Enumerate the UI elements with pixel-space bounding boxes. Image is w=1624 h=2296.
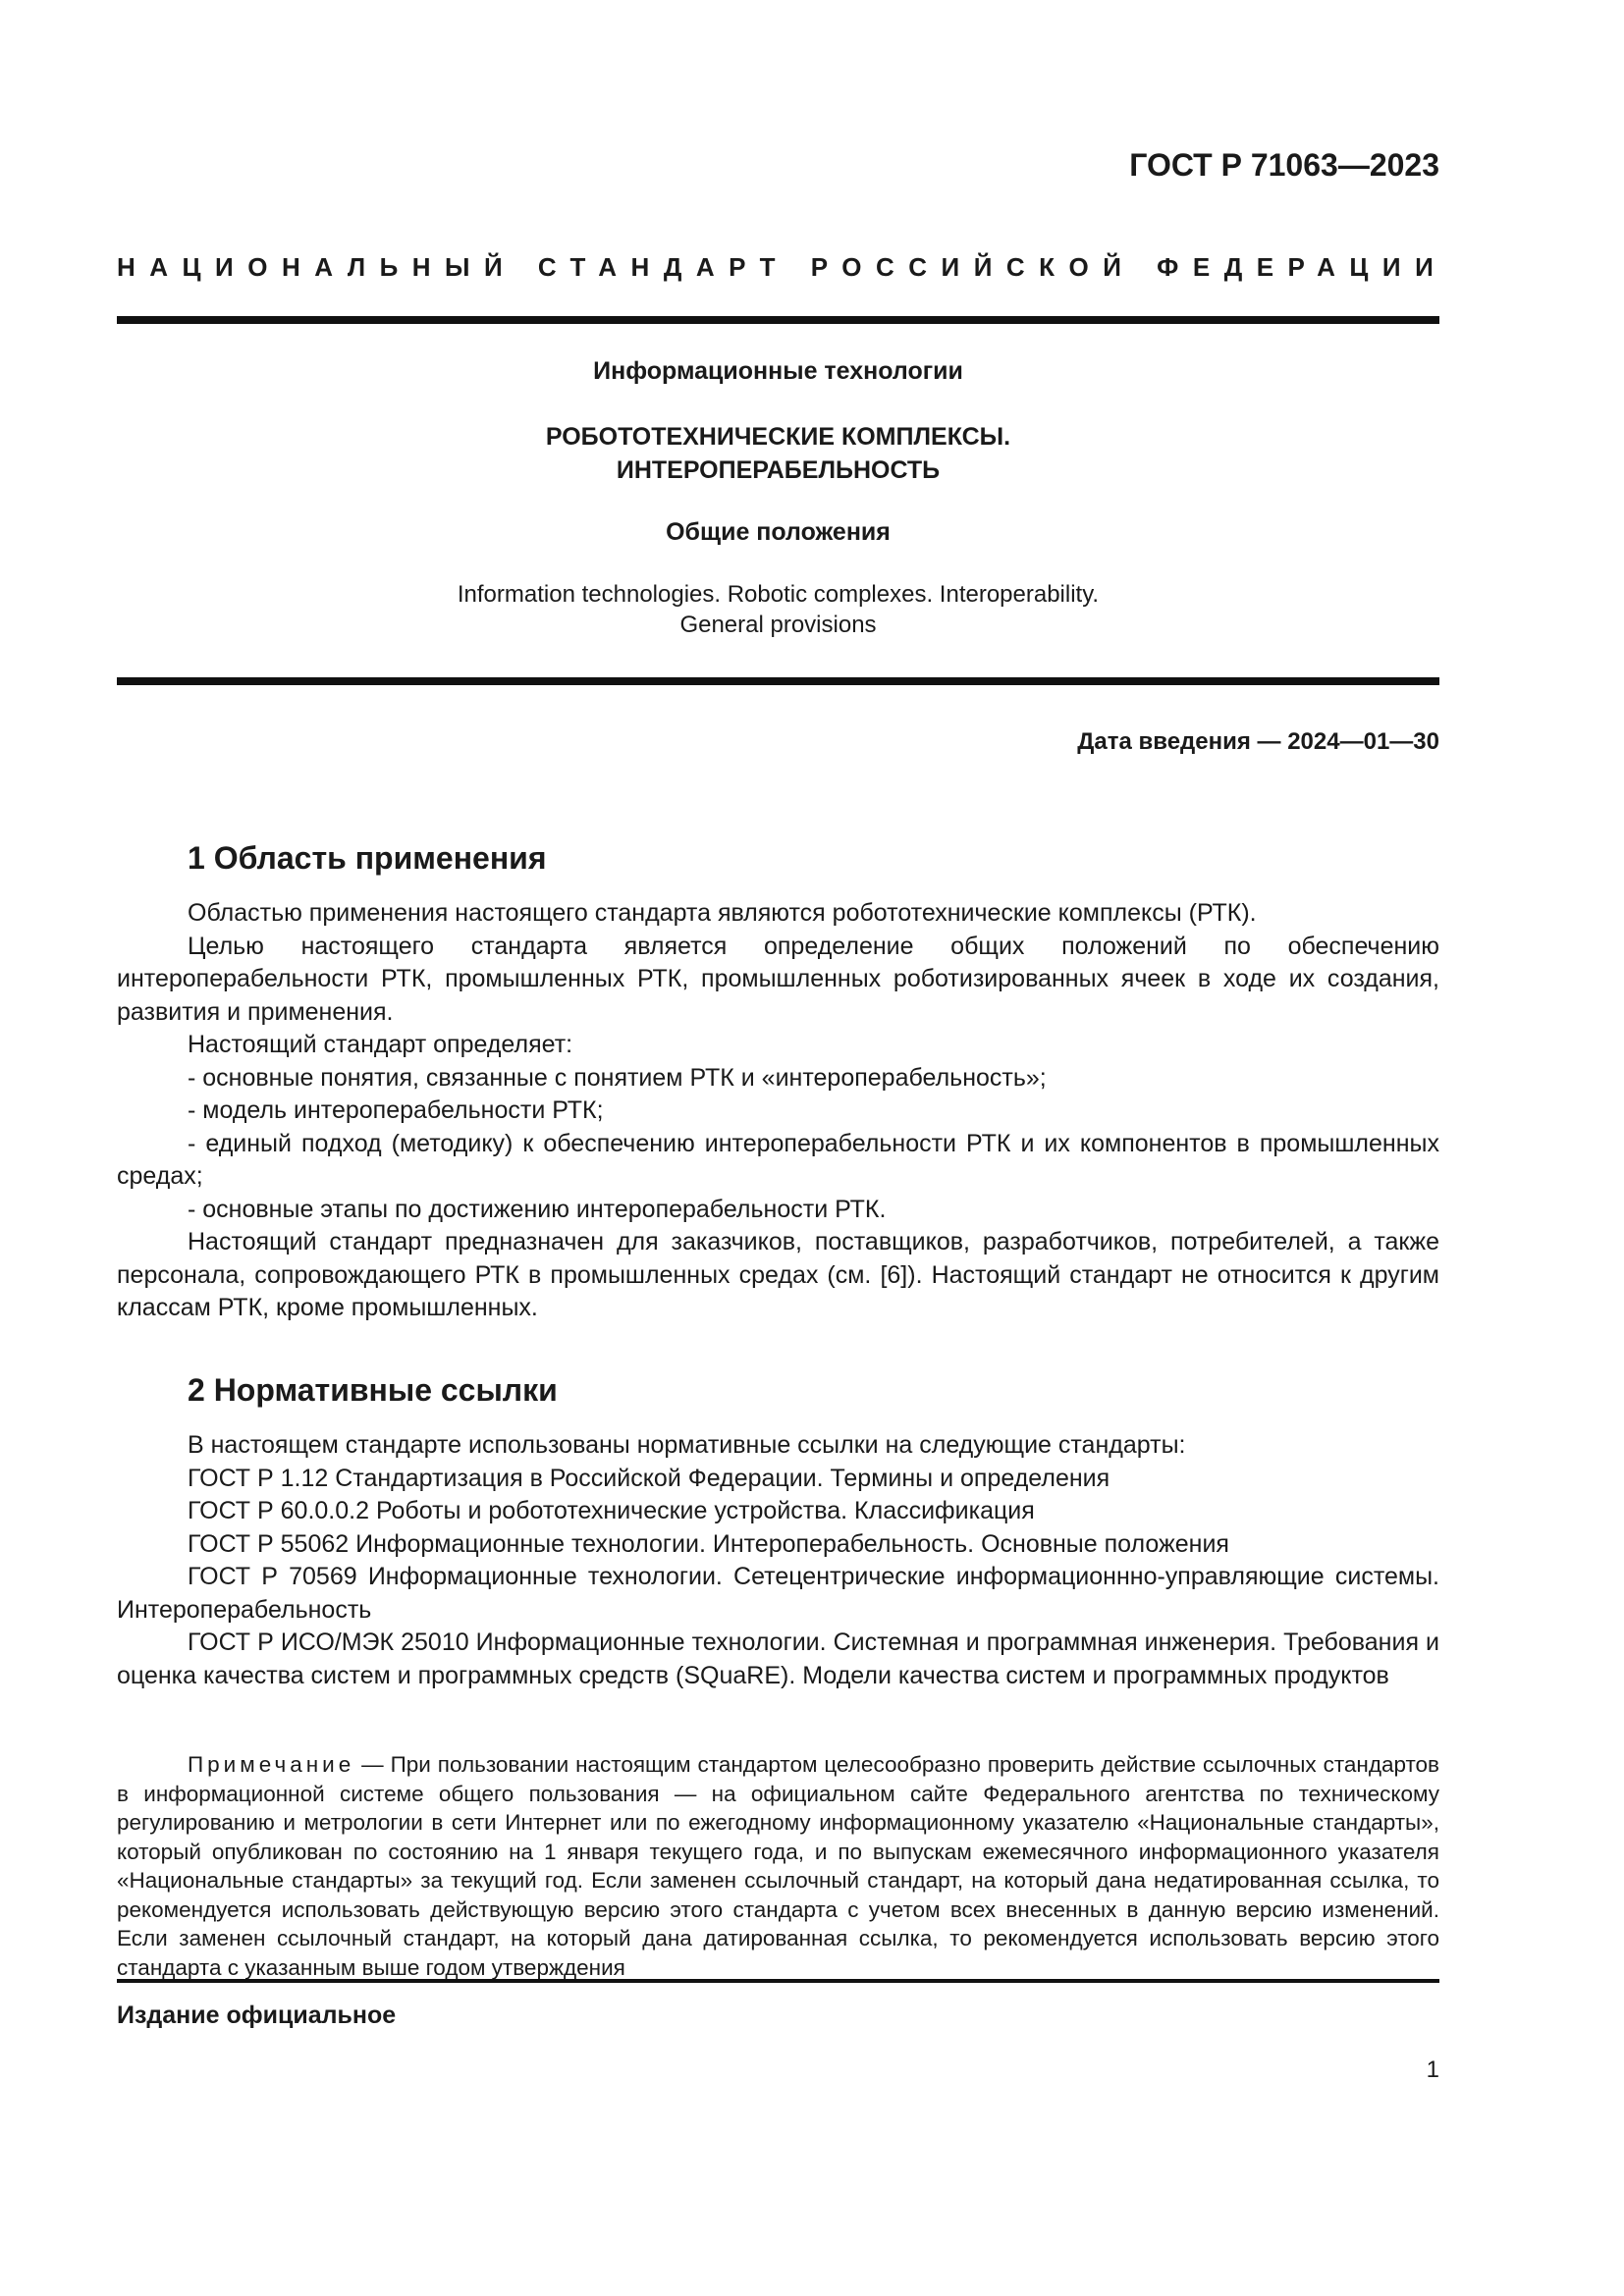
- note-paragraph: [117, 1750, 1439, 1982]
- reference-item: ГОСТ Р 70569 Информационные технологии. Сетецентрические информационнно-управляющие системы. Интероперабельность: [117, 1563, 1439, 1624]
- standard-title: [117, 420, 1439, 487]
- introduction-date: Дата введения — 2024—01—30: [1077, 728, 1439, 755]
- paragraph: Настоящий стандарт определяет:: [188, 1031, 573, 1058]
- note-label: Примечание: [188, 1752, 355, 1777]
- english-title-line-2: General provisions: [679, 612, 877, 638]
- title-line-2: ИНТЕРОПЕРАБЕЛЬНОСТЬ: [616, 456, 941, 484]
- list-item: - основные этапы по достижению интероперабельности РТК.: [188, 1195, 887, 1223]
- title-line-1: РОБОТОТЕХНИЧЕСКИЕ КОМПЛЕКСЫ.: [545, 423, 1011, 451]
- document-number: ГОСТ Р 71063—2023: [1129, 147, 1439, 183]
- note-block: [117, 1750, 1439, 1982]
- paragraph: Целью настоящего стандарта является определение общих положений по обеспечению интероперабельности РТК, промышленных РТК, промышленных роботизированных ячеек в ходе их создания, развития и применения.: [117, 932, 1439, 1026]
- standard-category: Информационные технологии: [593, 357, 963, 385]
- paragraph: Настоящий стандарт предназначен для заказчиков, поставщиков, разработчиков, потребителей, а также персонала, сопровождающего РТК в промышленных средах (см. [6]). Настоящий стандарт не относится к другим классам РТК, кроме промышленных.: [117, 1228, 1439, 1321]
- paragraph: В настоящем стандарте использованы нормативные ссылки на следующие стандарты:: [188, 1431, 1186, 1459]
- list-item: - основные понятия, связанные с понятием РТК и «интероперабельность»;: [188, 1063, 1047, 1092]
- reference-item: ГОСТ Р 55062 Информационные технологии. Интероперабельность. Основные положения: [188, 1529, 1229, 1558]
- section-2-body: [117, 1429, 1439, 1692]
- reference-item: ГОСТ Р 60.0.0.2 Роботы и робототехнические устройства. Классификация: [188, 1497, 1035, 1524]
- title-divider: [117, 677, 1439, 685]
- footer-divider: [117, 1979, 1439, 1983]
- paragraph: Областью применения настоящего стандарта являются робототехнические комплексы (РТК).: [188, 899, 1257, 927]
- page-number: 1: [1426, 2056, 1439, 2083]
- english-title: [117, 579, 1439, 640]
- header-divider: [117, 316, 1439, 324]
- reference-item: ГОСТ Р 1.12 Стандартизация в Российской Федерации. Термины и определения: [188, 1464, 1110, 1492]
- section-2-heading: 2 Нормативные ссылки: [188, 1372, 558, 1408]
- english-title-line-1: Information technologies. Robotic complexes. Interoperability.: [457, 581, 1100, 608]
- section-1-body: [117, 897, 1439, 1325]
- reference-item: ГОСТ Р ИСО/МЭК 25010 Информационные технологии. Системная и программная инженерия. Требования и оценка качества систем и программных средств (SQuaRE). Модели качества систем и программных продуктов: [117, 1629, 1439, 1689]
- section-1-heading: 1 Область применения: [188, 840, 547, 876]
- national-standard-label: НАЦИОНАЛЬНЫЙ СТАНДАРТ РОССИЙСКОЙ ФЕДЕРАЦИИ: [117, 252, 1448, 282]
- list-item: - модель интероперабельности РТК;: [188, 1096, 604, 1124]
- standard-subtitle: Общие положения: [666, 518, 891, 546]
- official-edition-label: Издание официальное: [117, 2002, 397, 2029]
- list-item: - единый подход (методику) к обеспечению интероперабельности РТК и их компонентов в промышленных средах;: [117, 1129, 1439, 1190]
- note-text: — При пользовании настоящим стандартом целесообразно проверить действие ссылочных стандартов в информационной системе общего пользования — на официальном сайте Федерального агентства по техническому регулированию и метрологии в сети Интернет или по ежегодному информационному указателю «Национальные стандарты», который опубликован по состоянию на 1 января текущего года, и по выпускам ежемесячного информационного указателя «Национальные стандарты» за текущий год. Если заменен ссылочный стандарт, на который дана недатированная ссылка, то рекомендуется использовать действующую версию этого стандарта с учетом всех внесенных в данную версию изменений. Если заменен ссылочный стандарт, на который дана датированная ссылка, то рекомендуется использовать версию этого стандарта с указанным выше годом утверждения: [117, 1752, 1439, 1980]
